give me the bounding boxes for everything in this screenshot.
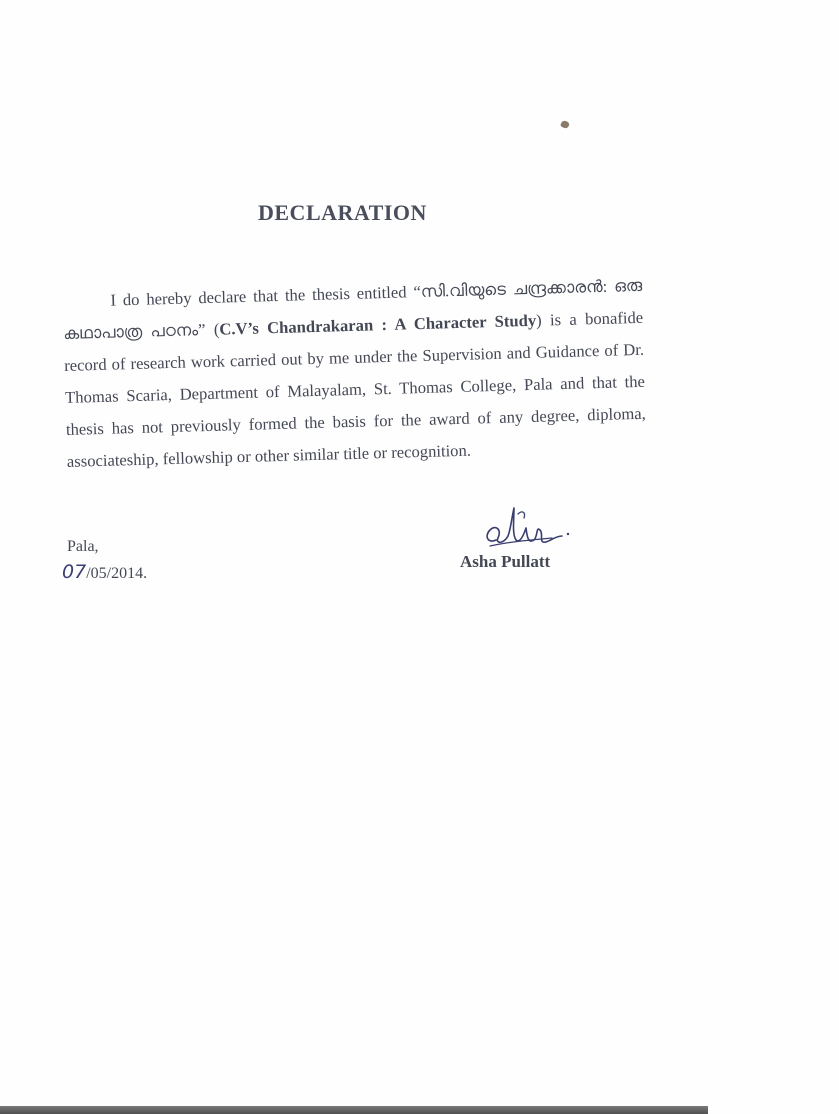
handwritten-signature [478, 500, 578, 556]
date-line [62, 561, 147, 583]
declaration-paragraph [62, 270, 647, 478]
paragraph-indent [63, 306, 111, 307]
thesis-title-open: ” ( [197, 319, 220, 340]
date-rest: /05/2014. [86, 565, 148, 582]
handwritten-day: 07 [62, 561, 87, 583]
place-label: Pala, [67, 538, 99, 555]
thesis-title-english: C.V’s Chandrakaran : A Character Study [219, 310, 537, 339]
scan-bottom-edge [0, 1106, 708, 1114]
thesis-title-malayalam: സി.വിയുടെ ചന്ദ്രക്കാരൻ: ഒരു കഥാപാത്ര പഠനം [63, 275, 643, 343]
declaration-intro: I do hereby declare that the thesis entitled “ [110, 281, 422, 310]
page-title: DECLARATION [258, 200, 427, 225]
declaration-body: ) is a bonafide record of research work carried out by me under the Supervision and Guidance of Dr. Thomas Scaria, Department of Malayalam, St. Thomas College, Pala and that the thesis has not previously formed the basis for the award of any degree, diploma, associateship, fellowship or other similar title or recognition. [63, 307, 647, 471]
signer-name: Asha Pullatt [460, 552, 551, 571]
scan-speck [560, 120, 570, 130]
